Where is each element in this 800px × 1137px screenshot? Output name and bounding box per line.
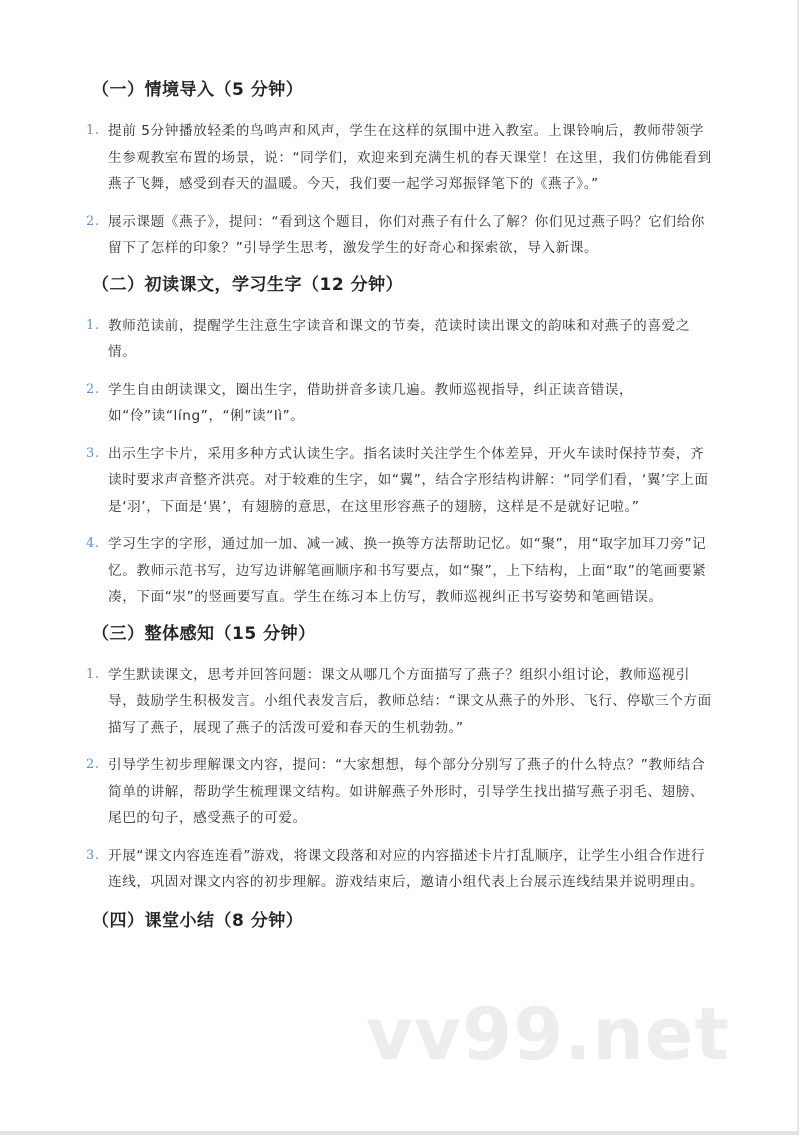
section-3 — [86, 620, 712, 896]
step-list — [86, 118, 712, 262]
list-item — [86, 752, 712, 832]
list-number: 1. — [86, 666, 100, 682]
list-item-text: 展示课题《燕子》，提问：“看到这个题目，你们对燕子有什么了解？你们见过燕子吗？它们给你留下了怎样的印象？”引导学生思考，激发学生的好奇心和探索欲，导入新课。 — [108, 213, 705, 256]
section-2 — [86, 271, 712, 611]
list-item-text: 学生默读课文，思考并回答问题：课文从哪几个方面描写了燕子？组织小组讨论，教师巡视引导，鼓励学生积极发言。小组代表发言后，教师总结：“课文从燕子的外形、飞行、停歇三个方面描写了燕子，展现了燕子的活泼可爱和春天的生机勃勃。” — [108, 666, 712, 736]
list-number: 2. — [86, 213, 100, 229]
list-item — [86, 377, 712, 430]
list-item-text: 学习生字的字形，通过加一加、减一减、换一换等方法帮助记忆。如“聚”，用“取字加耳刀旁”记忆。教师示范书写，边写边讲解笔画顺序和书写要点，如“聚”，上下结构，上面“取”的笔画要紧凑，下面“汖”的竖画要写直。学生在练习本上仿写，教师巡视纠正书写姿势和笔画错误。 — [108, 536, 707, 605]
list-number: 1. — [86, 123, 100, 138]
document-content — [86, 76, 712, 935]
list-item-text: 开展“课文内容连连看”游戏，将课文段落和对应的内容描述卡片打乱顺序，让学生小组合作进行连线，巩固对课文内容的初步理解。游戏结束后，邀请小组代表上台展示连线结果并说明理由。 — [108, 847, 706, 890]
list-number: 3. — [86, 445, 100, 461]
watermark-text: vv99.net — [366, 992, 730, 1076]
list-item — [86, 441, 712, 521]
section-heading: （三）整体感知（15 分钟） — [92, 623, 316, 644]
list-item-text: 学生自由朗读课文，圈出生字，借助拼音多读几遍。教师巡视指导，纠正读音错误，如“伶”读“líng”，“俐”读“lì”。 — [108, 381, 634, 424]
list-number: 2. — [86, 757, 100, 772]
list-number: 3. — [86, 847, 100, 863]
list-number: 4. — [86, 536, 100, 551]
list-number: 1. — [86, 317, 100, 333]
list-item-text: 提前 5分钟播放轻柔的鸟鸣声和风声，学生在这样的氛围中进入教室。上课铃响后，教师带领学生参观教室布置的场景，说：“同学们，欢迎来到充满生机的春天课堂！在这里，我们仿佛能看到燕子飞舞，感受到春天的温暖。今天，我们要一起学习郑振铎笔下的《燕子》。” — [108, 123, 712, 192]
step-list — [86, 313, 712, 611]
section-heading: （二）初读课文，学习生字（12 分钟） — [92, 274, 404, 295]
section-4 — [92, 907, 712, 935]
list-item — [86, 531, 712, 611]
list-item — [86, 118, 712, 198]
section-heading: （一）情境导入（5 分钟） — [92, 80, 304, 100]
list-item-text: 出示生字卡片，采用多种方式认读生字。指名读时关注学生个体差异，开火车读时保持节奏，齐读时要求声音整齐洪亮。对于较难的生字，如“翼”，结合字形结构讲解：“同学们看，‘翼’字上面是‘羽’，下面是‘異’，有翅膀的意思，在这里形容燕子的翅膀，这样是不是就好记啦。” — [108, 445, 709, 515]
list-item — [86, 209, 712, 262]
list-item — [86, 313, 712, 366]
list-item-text: 教师范读前，提醒学生注意生字读音和课文的节奏，范读时读出课文的韵味和对燕子的喜爱之情。 — [108, 317, 690, 360]
step-list — [86, 662, 712, 896]
list-item — [86, 843, 712, 896]
list-item — [86, 662, 712, 742]
section-1 — [86, 76, 712, 262]
list-number: 2. — [86, 381, 100, 397]
section-heading: （四）课堂小结（8 分钟） — [92, 910, 304, 931]
list-item-text: 引导学生初步理解课文内容，提问：“大家想想，每个部分分别写了燕子的什么特点？”教师结合简单的讲解，帮助学生梳理课文结构。如讲解燕子外形时，引导学生找出描写燕子羽毛、翅膀、尾巴的句子，感受燕子的可爱。 — [108, 757, 706, 826]
